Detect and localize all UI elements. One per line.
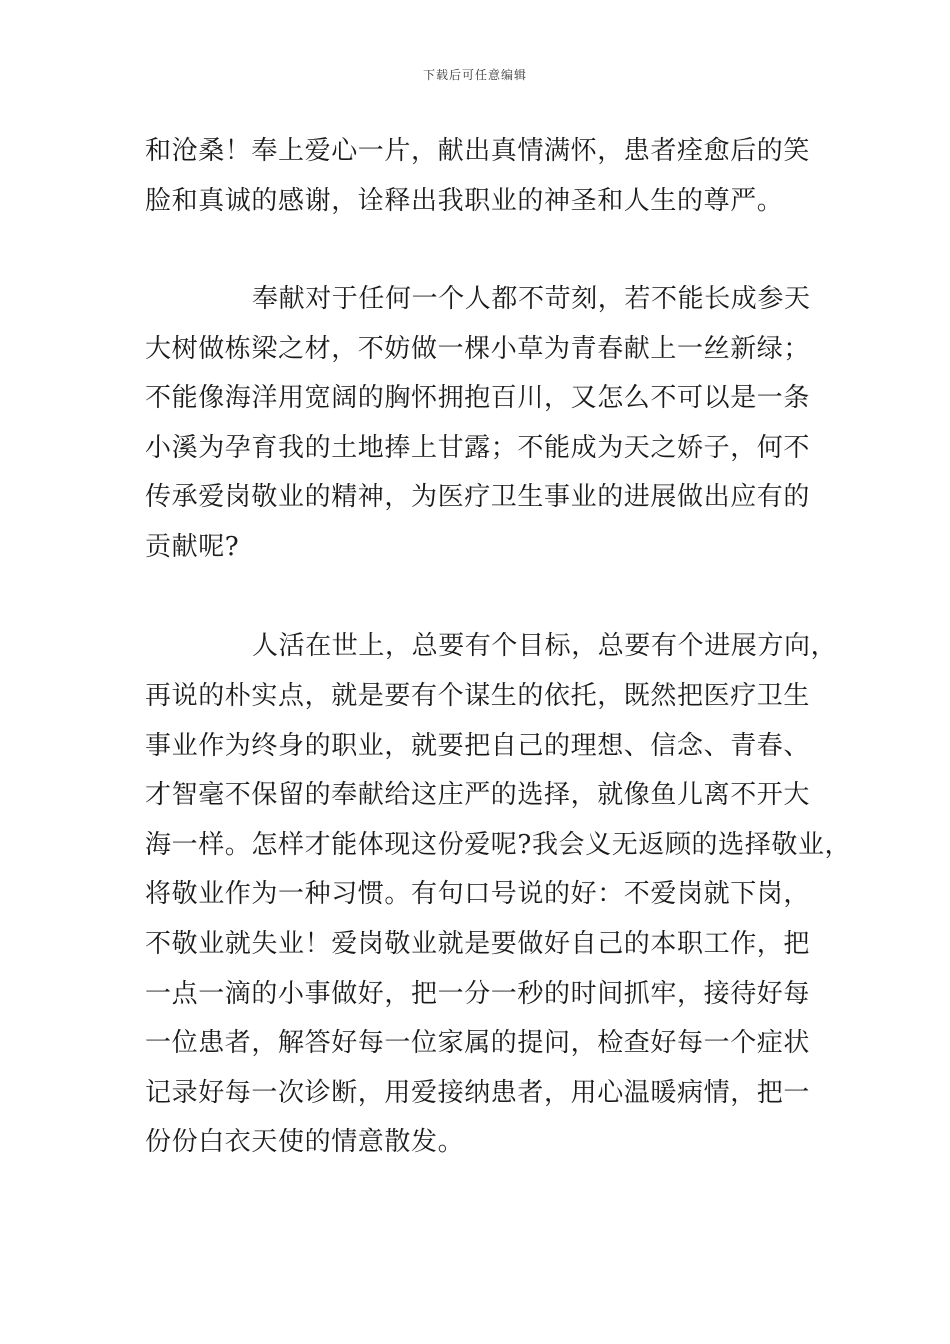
paragraph-3-line-2: 再说的朴实点，就是要有个谋生的依托，既然把医疗卫生 <box>145 681 811 711</box>
paragraph-1-line-2: 脸和真诚的感谢，诠释出我职业的神圣和人生的尊严。 <box>145 186 784 216</box>
paragraph-3-line-3: 事业作为终身的职业，就要把自己的理想、信念、青春、 <box>145 731 811 761</box>
paragraph-3-line-8: 一点一滴的小事做好，把一分一秒的时间抓牢，接待好每 <box>145 979 811 1009</box>
page-header: 下载后可任意编辑 <box>422 68 527 82</box>
paragraph-1-line-1: 和沧桑！奉上爱心一片，献出真情满怀，患者痊愈后的笑 <box>145 136 811 166</box>
paragraph-2-line-6: 贡献呢? <box>145 532 240 562</box>
paragraph-3-line-5: 海一样。怎样才能体现这份爱呢?我会义无返顾的选择敬业， <box>145 830 852 860</box>
paragraph-2-line-4: 小溪为孕育我的土地捧上甘露；不能成为天之娇子，何不 <box>145 433 811 463</box>
paragraph-2-line-2: 大树做栋梁之材，不妨做一棵小草为青春献上一丝新绿； <box>145 334 811 364</box>
paragraph-3-line-7: 不敬业就失业！爱岗敬业就是要做好自己的本职工作，把 <box>145 929 811 959</box>
paragraph-2-line-5: 传承爱岗敬业的精神，为医疗卫生事业的进展做出应有的 <box>145 482 811 512</box>
paragraph-3-line-10: 记录好每一次诊断，用爱接纳患者，用心温暖病情，把一 <box>145 1078 811 1108</box>
paragraph-3-line-9: 一位患者，解答好每一位家属的提问，检查好每一个症状 <box>145 1028 811 1058</box>
paragraph-2-line-3: 不能像海洋用宽阔的胸怀拥抱百川，又怎么不可以是一条 <box>145 383 811 413</box>
paragraph-2-line-1: 奉献对于任何一个人都不苛刻，若不能长成参天 <box>252 284 811 314</box>
paragraph-3-line-11: 份份白衣天使的情意散发。 <box>145 1127 465 1157</box>
paragraph-3-line-6: 将敬业作为一种习惯。有句口号说的好：不爱岗就下岗， <box>145 879 811 909</box>
paragraph-3-line-1: 人活在世上，总要有个目标，总要有个进展方向， <box>252 631 838 661</box>
paragraph-3-line-4: 才智毫不保留的奉献给这庄严的选择，就像鱼儿离不开大 <box>145 780 811 810</box>
